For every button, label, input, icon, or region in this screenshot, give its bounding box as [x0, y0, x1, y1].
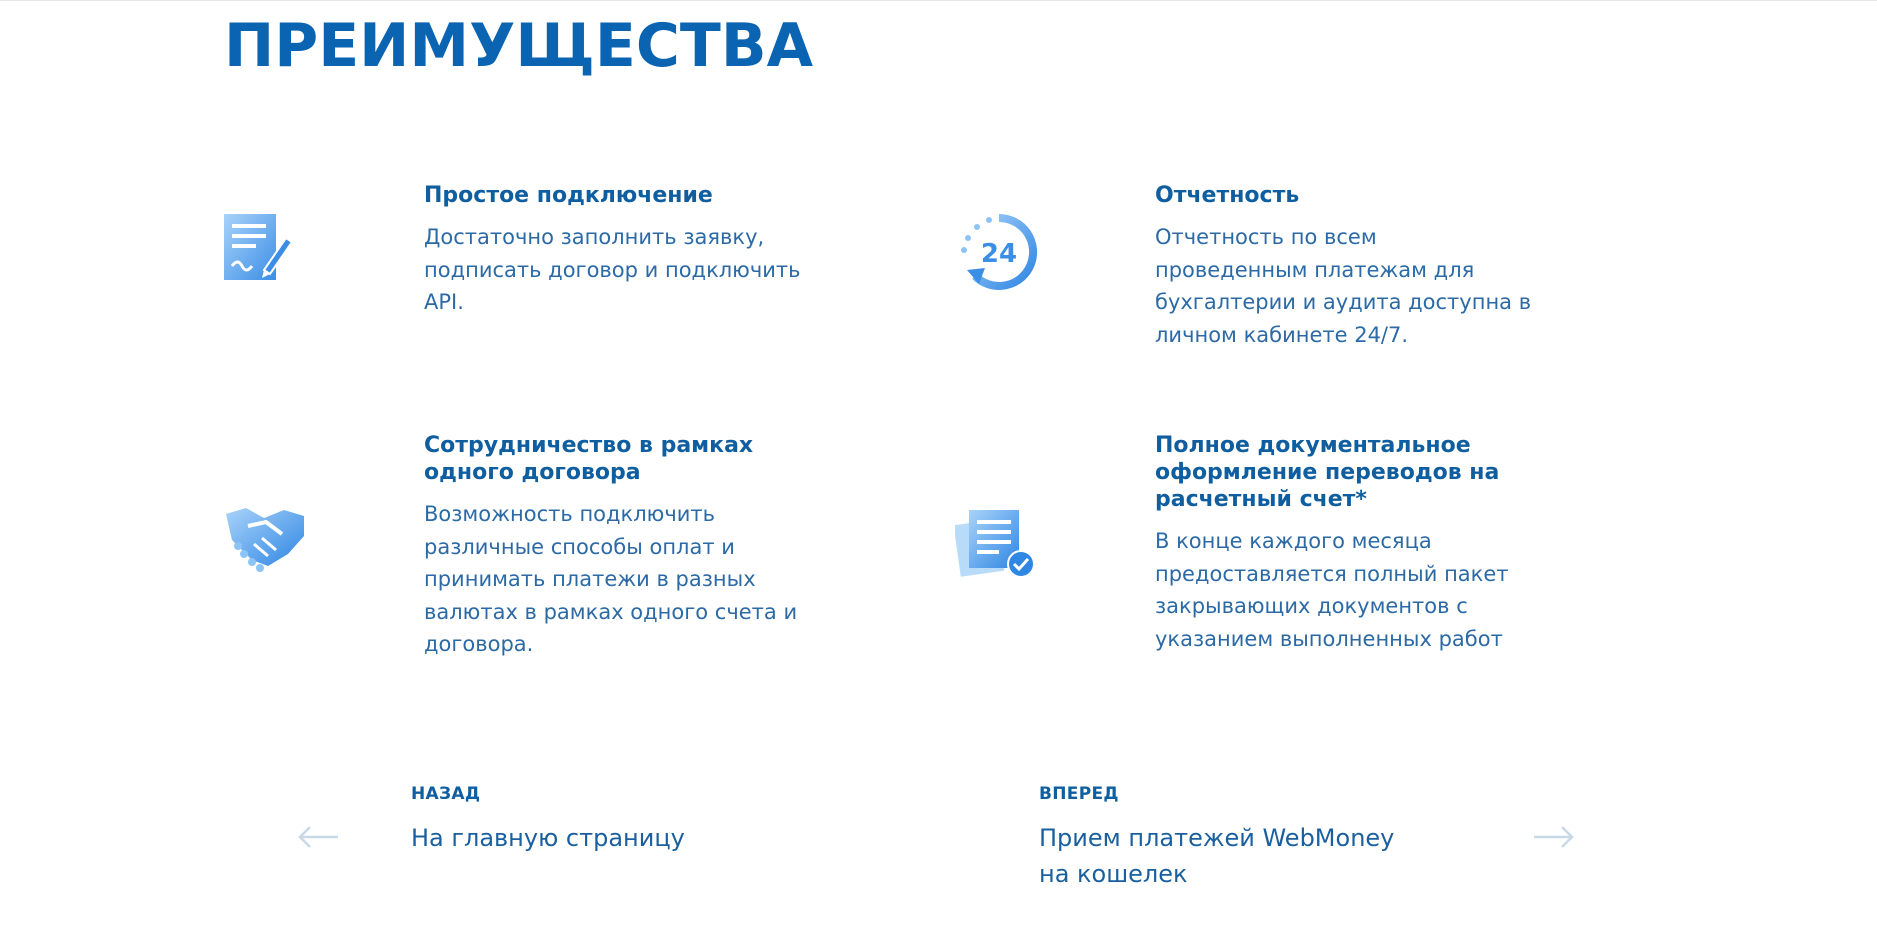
feature-description: Возможность подключить различные способы оплат и принимать платежи в разных валютах в рамках одного счета и договора.	[424, 502, 798, 656]
feature-title: Простое подключение	[424, 183, 713, 208]
feature-description: Отчетность по всем проведенным платежам для бухгалтерии и аудита доступна в личном кабинете 24/7.	[1155, 225, 1532, 347]
arrow-left-icon[interactable]	[296, 825, 340, 849]
handshake-icon	[224, 504, 314, 594]
nav-forward-link[interactable]: Прием платежей WebMoney на кошелек	[1039, 824, 1395, 888]
nav-back-label: НАЗАД	[411, 784, 481, 804]
nav-forward-label: ВПЕРЕД	[1039, 784, 1119, 804]
feature-description: Достаточно заполнить заявку, подписать договор и подключить API.	[424, 225, 801, 314]
nav-forward	[1039, 784, 1399, 892]
feature-title: Отчетность	[1155, 183, 1300, 208]
page-title: ПРЕИМУЩЕСТВА	[224, 11, 814, 81]
arrow-right-icon[interactable]	[1532, 825, 1576, 849]
feature-title: Полное документальное оформление переводов на расчетный счет*	[1155, 433, 1500, 512]
svg-text:24: 24	[980, 239, 1018, 269]
nav-back	[411, 784, 771, 856]
clock-24-icon	[955, 210, 1045, 300]
top-divider	[0, 0, 1877, 1]
feature-title: Сотрудничество в рамках одного договора	[424, 433, 754, 485]
feature-description: В конце каждого месяца предоставляется полный пакет закрывающих документов с указанием выполненных работ	[1155, 529, 1509, 651]
nav-back-link[interactable]: На главную страницу	[411, 824, 685, 852]
document-sign-icon	[224, 214, 314, 304]
documents-check-icon	[955, 504, 1045, 594]
